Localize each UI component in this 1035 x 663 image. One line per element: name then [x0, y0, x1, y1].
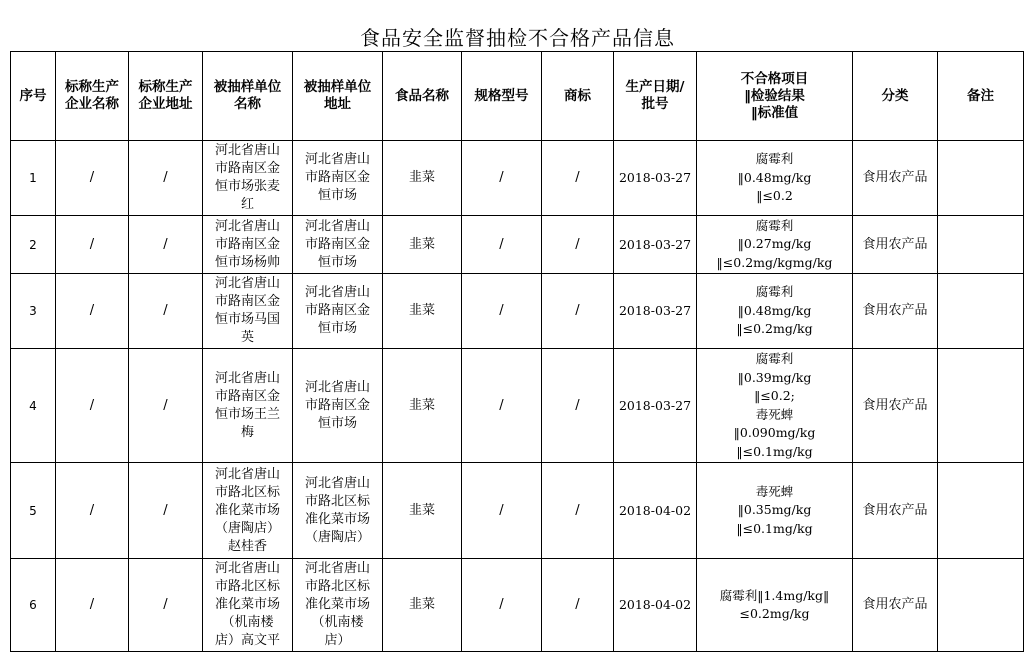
cell-mfr-addr: /	[129, 274, 203, 349]
cell-no: 3	[11, 274, 56, 349]
cell-remark	[938, 559, 1024, 652]
cell-mfr-name: /	[56, 274, 129, 349]
cell-brand: /	[542, 274, 614, 349]
cell-date: 2018-04-02	[614, 463, 697, 559]
cell-category: 食用农产品	[853, 274, 938, 349]
cell-mfr-name: /	[56, 349, 129, 463]
cell-food: 韭菜	[383, 349, 462, 463]
cell-mfr-addr: /	[129, 559, 203, 652]
cell-no: 5	[11, 463, 56, 559]
cell-date: 2018-03-27	[614, 349, 697, 463]
header-category: 分类	[853, 52, 938, 141]
cell-result: 腐霉利 ‖0.27mg/kg ‖≤0.2mg/kgmg/kg	[697, 216, 853, 274]
cell-spec: /	[462, 216, 542, 274]
header-unit-name: 被抽样单位 名称	[203, 52, 293, 141]
cell-unit-addr: 河北省唐山 市路南区金 恒市场	[293, 141, 383, 216]
cell-unit-addr: 河北省唐山 市路北区标 准化菜市场 （机南楼 店）	[293, 559, 383, 652]
cell-spec: /	[462, 274, 542, 349]
header-food: 食品名称	[383, 52, 462, 141]
cell-mfr-addr: /	[129, 141, 203, 216]
cell-remark	[938, 216, 1024, 274]
cell-unit-name: 河北省唐山 市路北区标 准化菜市场 （机南楼 店）高文平	[203, 559, 293, 652]
cell-brand: /	[542, 349, 614, 463]
header-mfr-name: 标称生产 企业名称	[56, 52, 129, 141]
cell-no: 4	[11, 349, 56, 463]
cell-category: 食用农产品	[853, 349, 938, 463]
table-header-row	[11, 52, 1024, 141]
document-title: 食品安全监督抽检不合格产品信息	[360, 26, 675, 50]
cell-unit-addr: 河北省唐山 市路南区金 恒市场	[293, 274, 383, 349]
cell-category: 食用农产品	[853, 216, 938, 274]
cell-remark	[938, 463, 1024, 559]
cell-mfr-addr: /	[129, 216, 203, 274]
cell-unit-name: 河北省唐山 市路南区金 恒市场张麦 红	[203, 141, 293, 216]
inspection-table	[10, 51, 1024, 652]
cell-food: 韭菜	[383, 274, 462, 349]
cell-spec: /	[462, 559, 542, 652]
header-mfr-addr: 标称生产 企业地址	[129, 52, 203, 141]
cell-remark	[938, 141, 1024, 216]
cell-date: 2018-03-27	[614, 141, 697, 216]
cell-unit-addr: 河北省唐山 市路北区标 准化菜市场 （唐陶店）	[293, 463, 383, 559]
cell-mfr-name: /	[56, 216, 129, 274]
header-result: 不合格项目 ‖检验结果 ‖标准值	[697, 52, 853, 141]
cell-unit-addr: 河北省唐山 市路南区金 恒市场	[293, 349, 383, 463]
header-unit-addr: 被抽样单位 地址	[293, 52, 383, 141]
cell-food: 韭菜	[383, 141, 462, 216]
cell-food: 韭菜	[383, 463, 462, 559]
cell-category: 食用农产品	[853, 141, 938, 216]
cell-unit-name: 河北省唐山 市路南区金 恒市场杨帅	[203, 216, 293, 274]
table-row	[11, 559, 1024, 652]
cell-result: 腐霉利 ‖0.39mg/kg ‖≤0.2; 毒死蜱 ‖0.090mg/kg ‖≤0.1mg/kg	[697, 349, 853, 463]
cell-no: 2	[11, 216, 56, 274]
cell-food: 韭菜	[383, 559, 462, 652]
cell-brand: /	[542, 216, 614, 274]
header-no: 序号	[11, 52, 56, 141]
cell-remark	[938, 274, 1024, 349]
cell-unit-name: 河北省唐山 市路北区标 准化菜市场 （唐陶店） 赵桂香	[203, 463, 293, 559]
cell-category: 食用农产品	[853, 463, 938, 559]
cell-spec: /	[462, 349, 542, 463]
cell-result: 腐霉利 ‖0.48mg/kg ‖≤0.2	[697, 141, 853, 216]
table-row	[11, 274, 1024, 349]
cell-mfr-addr: /	[129, 463, 203, 559]
table-row	[11, 349, 1024, 463]
cell-unit-name: 河北省唐山 市路南区金 恒市场马国 英	[203, 274, 293, 349]
cell-category: 食用农产品	[853, 559, 938, 652]
cell-date: 2018-03-27	[614, 216, 697, 274]
table-row	[11, 463, 1024, 559]
cell-brand: /	[542, 463, 614, 559]
cell-remark	[938, 349, 1024, 463]
table-row	[11, 216, 1024, 274]
cell-unit-addr: 河北省唐山 市路南区金 恒市场	[293, 216, 383, 274]
cell-result: 毒死蜱 ‖0.35mg/kg ‖≤0.1mg/kg	[697, 463, 853, 559]
header-brand: 商标	[542, 52, 614, 141]
cell-brand: /	[542, 141, 614, 216]
cell-no: 1	[11, 141, 56, 216]
cell-no: 6	[11, 559, 56, 652]
header-spec: 规格型号	[462, 52, 542, 141]
cell-unit-name: 河北省唐山 市路南区金 恒市场王兰 梅	[203, 349, 293, 463]
cell-result: 腐霉利 ‖0.48mg/kg ‖≤0.2mg/kg	[697, 274, 853, 349]
cell-mfr-name: /	[56, 141, 129, 216]
cell-mfr-addr: /	[129, 349, 203, 463]
cell-spec: /	[462, 141, 542, 216]
cell-food: 韭菜	[383, 216, 462, 274]
header-date: 生产日期/ 批号	[614, 52, 697, 141]
header-remark: 备注	[938, 52, 1024, 141]
cell-mfr-name: /	[56, 463, 129, 559]
table-row	[11, 141, 1024, 216]
cell-brand: /	[542, 559, 614, 652]
cell-date: 2018-04-02	[614, 559, 697, 652]
cell-date: 2018-03-27	[614, 274, 697, 349]
cell-result: 腐霉利‖1.4mg/kg‖ ≤0.2mg/kg	[697, 559, 853, 652]
cell-spec: /	[462, 463, 542, 559]
cell-mfr-name: /	[56, 559, 129, 652]
